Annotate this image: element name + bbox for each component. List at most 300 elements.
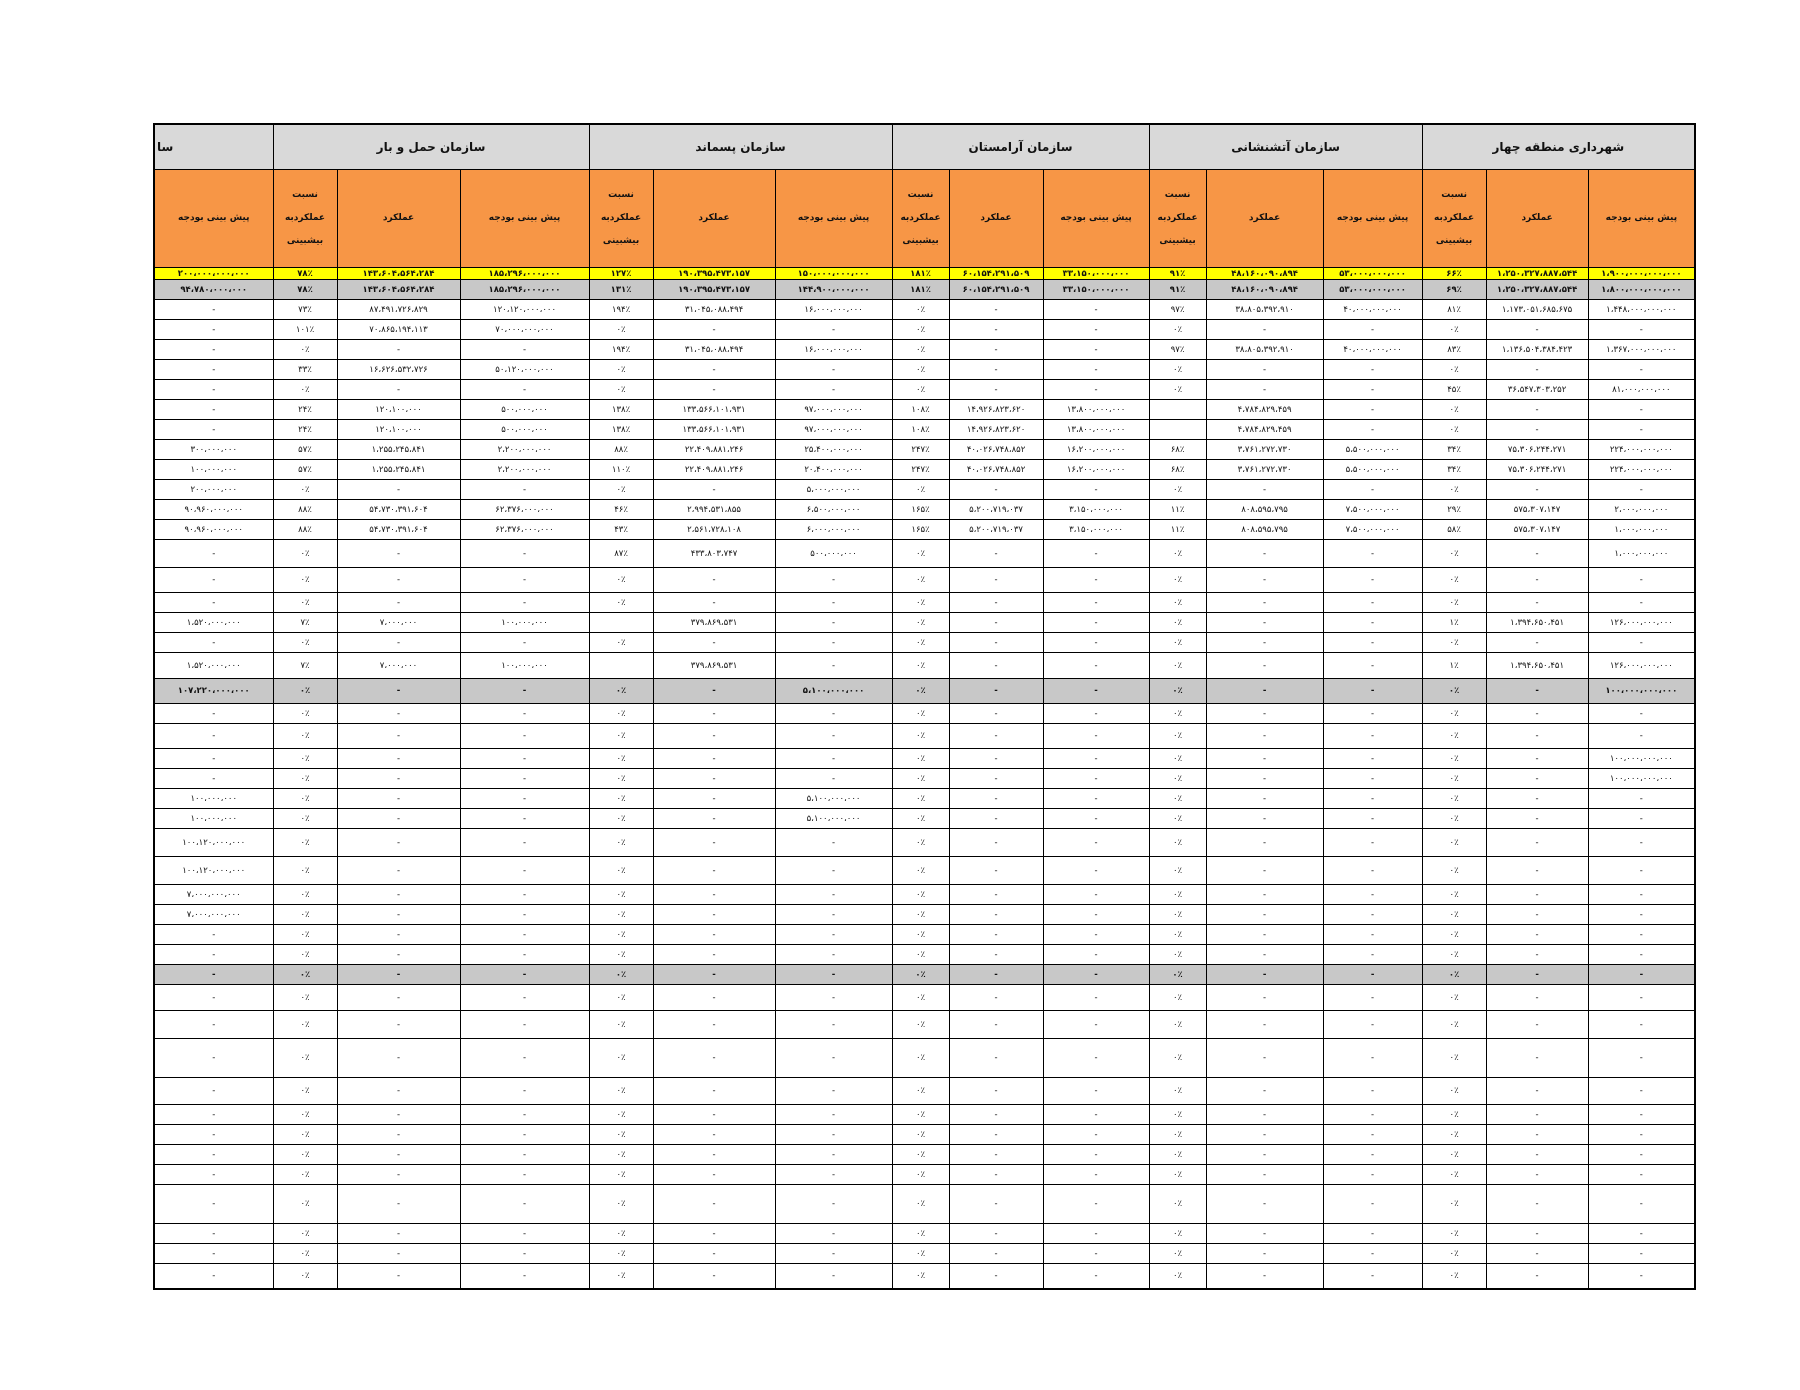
table-cell: - bbox=[653, 568, 775, 593]
table-cell: - bbox=[949, 340, 1043, 360]
table-cell: ۲۴٪ bbox=[273, 400, 337, 420]
table-row bbox=[154, 857, 1695, 885]
table-cell: - bbox=[775, 1264, 892, 1289]
table-cell: ۷۸٪ bbox=[273, 268, 337, 280]
table-cell: ۰٪ bbox=[892, 1125, 949, 1145]
table-cell: - bbox=[949, 1105, 1043, 1125]
table-cell: ۰٪ bbox=[273, 380, 337, 400]
table-cell: ۹۰،۹۶۰،۰۰۰،۰۰۰ bbox=[154, 520, 273, 540]
table-cell: ۹۴،۷۸۰،۰۰۰،۰۰۰ bbox=[154, 280, 273, 300]
table-row bbox=[154, 500, 1695, 520]
table-cell: - bbox=[775, 885, 892, 905]
table-cell: ۰٪ bbox=[1149, 540, 1206, 568]
table-cell: ۰٪ bbox=[589, 724, 653, 749]
table-cell: - bbox=[1043, 829, 1149, 857]
table-cell: - bbox=[1043, 1224, 1149, 1244]
table-cell: - bbox=[337, 1185, 460, 1224]
table-cell: - bbox=[154, 1125, 273, 1145]
table-cell: ۰٪ bbox=[273, 1244, 337, 1264]
table-cell: ۰٪ bbox=[892, 945, 949, 965]
table-cell: ۰٪ bbox=[1422, 1011, 1486, 1039]
table-cell: - bbox=[1206, 789, 1323, 809]
table-cell: - bbox=[1486, 704, 1588, 724]
table-cell: - bbox=[1588, 1011, 1695, 1039]
table-cell: ۰٪ bbox=[589, 1105, 653, 1125]
table-cell: - bbox=[460, 540, 589, 568]
table-cell: - bbox=[1043, 857, 1149, 885]
table-cell: ۷،۰۰۰،۰۰۰ bbox=[337, 613, 460, 633]
table-row bbox=[154, 945, 1695, 965]
table-row bbox=[154, 789, 1695, 809]
table-cell: ۰٪ bbox=[273, 1011, 337, 1039]
table-cell: - bbox=[337, 1105, 460, 1125]
table-cell: - bbox=[1486, 1224, 1588, 1244]
table-cell: - bbox=[1206, 704, 1323, 724]
table-cell: ۲۲۴،۰۰۰،۰۰۰،۰۰۰ bbox=[1588, 460, 1695, 480]
table-cell: - bbox=[1206, 1125, 1323, 1145]
table-cell: - bbox=[460, 1105, 589, 1125]
table-cell: ۱۰۰،۰۰۰،۰۰۰ bbox=[154, 809, 273, 829]
table-cell: ۲،۹۹۴،۵۳۱،۸۵۵ bbox=[653, 500, 775, 520]
table-cell: ۱،۵۲۰،۰۰۰،۰۰۰ bbox=[154, 613, 273, 633]
table-cell: ۱٪ bbox=[1422, 613, 1486, 633]
table-cell: ۳،۱۵۰،۰۰۰،۰۰۰ bbox=[1043, 500, 1149, 520]
table-cell: - bbox=[1486, 679, 1588, 704]
table-cell: ۸۸٪ bbox=[273, 520, 337, 540]
table-cell: - bbox=[460, 1125, 589, 1145]
table-cell: - bbox=[1323, 724, 1422, 749]
group-header-partial: سا bbox=[154, 124, 273, 170]
table-cell: - bbox=[460, 704, 589, 724]
table-cell: ۴۰،۰۰۰،۰۰۰،۰۰۰ bbox=[1323, 300, 1422, 320]
table-cell: - bbox=[1206, 1185, 1323, 1224]
table-cell: - bbox=[949, 300, 1043, 320]
table-cell: ۰٪ bbox=[892, 1224, 949, 1244]
table-cell: ۰٪ bbox=[1422, 1185, 1486, 1224]
table-cell: - bbox=[653, 809, 775, 829]
table-cell: ۰٪ bbox=[1149, 749, 1206, 769]
table-cell: - bbox=[1043, 1185, 1149, 1224]
table-cell: ۰٪ bbox=[589, 965, 653, 985]
table-cell: - bbox=[337, 704, 460, 724]
table-cell: - bbox=[1588, 1264, 1695, 1289]
table-cell: ۱۴،۹۲۶،۸۲۳،۶۲۰ bbox=[949, 400, 1043, 420]
table-cell: - bbox=[653, 925, 775, 945]
table-cell: ۰٪ bbox=[1149, 809, 1206, 829]
table-cell: - bbox=[337, 829, 460, 857]
table-cell: - bbox=[1043, 480, 1149, 500]
table-cell: ۰٪ bbox=[892, 380, 949, 400]
header-ratio: نسبت عملکردبه بیشبینی bbox=[892, 170, 949, 268]
table-cell: - bbox=[949, 704, 1043, 724]
table-cell: - bbox=[460, 885, 589, 905]
table-cell: - bbox=[949, 360, 1043, 380]
header-ratio: نسبت عملکردبه بیشبینی bbox=[589, 170, 653, 268]
table-cell: ۲،۵۶۱،۷۲۸،۱۰۸ bbox=[653, 520, 775, 540]
table-cell: ۰٪ bbox=[1422, 320, 1486, 340]
table-cell: - bbox=[1206, 1078, 1323, 1105]
table-cell: ۰٪ bbox=[589, 749, 653, 769]
table-cell: ۵۷۵،۳۰۷،۱۴۷ bbox=[1486, 500, 1588, 520]
table-cell: ۴۳۳،۸۰۳،۷۴۷ bbox=[653, 540, 775, 568]
table-cell: - bbox=[337, 945, 460, 965]
table-cell: - bbox=[1043, 945, 1149, 965]
table-cell: ۰٪ bbox=[1149, 320, 1206, 340]
table-cell: - bbox=[1043, 724, 1149, 749]
table-cell: ۷۸٪ bbox=[273, 280, 337, 300]
group-header-fire-department: سازمان آتشنشانی bbox=[1149, 124, 1422, 170]
table-cell: ۰٪ bbox=[589, 704, 653, 724]
table-cell: - bbox=[337, 633, 460, 653]
table-cell: ۰٪ bbox=[892, 613, 949, 633]
table-cell: ۱۸۱٪ bbox=[892, 268, 949, 280]
table-row bbox=[154, 320, 1695, 340]
table-cell: - bbox=[1043, 320, 1149, 340]
table-cell: - bbox=[653, 885, 775, 905]
table-cell: - bbox=[1486, 633, 1588, 653]
table-cell: - bbox=[154, 1244, 273, 1264]
table-cell: - bbox=[460, 1185, 589, 1224]
table-cell: ۰٪ bbox=[273, 829, 337, 857]
table-cell: - bbox=[775, 1145, 892, 1165]
table-cell: ۷۵،۳۰۶،۲۴۴،۲۷۱ bbox=[1486, 440, 1588, 460]
table-cell: ۵۸٪ bbox=[1422, 520, 1486, 540]
table-cell: - bbox=[1486, 829, 1588, 857]
table-cell: ۴۸،۱۶۰،۰۹۰،۸۹۴ bbox=[1206, 268, 1323, 280]
table-cell: - bbox=[337, 380, 460, 400]
table-cell: - bbox=[1588, 480, 1695, 500]
table-cell: ۰٪ bbox=[892, 480, 949, 500]
table-cell: - bbox=[154, 1105, 273, 1125]
table-cell: ۰٪ bbox=[1422, 905, 1486, 925]
table-cell: ۴،۷۸۴،۸۲۹،۴۵۹ bbox=[1206, 420, 1323, 440]
table-cell: ۰٪ bbox=[273, 809, 337, 829]
table-cell: - bbox=[1043, 1165, 1149, 1185]
table-cell: ۰٪ bbox=[1149, 1078, 1206, 1105]
table-cell: ۹۷،۰۰۰،۰۰۰،۰۰۰ bbox=[775, 420, 892, 440]
table-cell: ۸۱،۰۰۰،۰۰۰،۰۰۰ bbox=[1588, 380, 1695, 400]
table-cell: ۷،۵۰۰،۰۰۰،۰۰۰ bbox=[1323, 500, 1422, 520]
table-cell: ۱۰۰،۰۰۰،۰۰۰،۰۰۰ bbox=[1588, 769, 1695, 789]
table-cell: ۳،۱۵۰،۰۰۰،۰۰۰ bbox=[1043, 520, 1149, 540]
table-cell: ۱۹۰،۳۹۵،۴۷۳،۱۵۷ bbox=[653, 280, 775, 300]
table-cell: ۰٪ bbox=[1149, 679, 1206, 704]
table-row bbox=[154, 300, 1695, 320]
table-cell: - bbox=[460, 905, 589, 925]
table-cell: - bbox=[1323, 1105, 1422, 1125]
table-cell: ۰٪ bbox=[589, 568, 653, 593]
table-cell: ۲،۲۰۰،۰۰۰،۰۰۰ bbox=[460, 460, 589, 480]
table-cell: - bbox=[337, 540, 460, 568]
table-cell: - bbox=[154, 925, 273, 945]
table-cell: ۹۷،۰۰۰،۰۰۰،۰۰۰ bbox=[775, 400, 892, 420]
table-cell: ۷،۰۰۰،۰۰۰،۰۰۰ bbox=[154, 905, 273, 925]
table-cell: ۶۰،۱۵۴،۲۹۱،۵۰۹ bbox=[949, 280, 1043, 300]
table-cell: - bbox=[949, 1125, 1043, 1145]
header-forecast: پیش بینی بودجه bbox=[460, 170, 589, 268]
table-cell bbox=[1149, 400, 1206, 420]
table-row bbox=[154, 749, 1695, 769]
table-cell: ۱۶،۰۰۰،۰۰۰،۰۰۰ bbox=[775, 340, 892, 360]
table-cell: - bbox=[1588, 965, 1695, 985]
table-cell: ۱۰۰،۱۲۰،۰۰۰،۰۰۰ bbox=[154, 857, 273, 885]
header-ratio: نسبت عملکردبه بیشبینی bbox=[273, 170, 337, 268]
table-row bbox=[154, 268, 1695, 280]
table-cell: - bbox=[1043, 905, 1149, 925]
table-cell: ۰٪ bbox=[1149, 1185, 1206, 1224]
table-cell: - bbox=[1323, 1011, 1422, 1039]
table-cell: - bbox=[1206, 1264, 1323, 1289]
table-row bbox=[154, 1011, 1695, 1039]
header-forecast: پیش بینی بودجه bbox=[1588, 170, 1695, 268]
table-cell: ۰٪ bbox=[892, 340, 949, 360]
table-cell: ۰٪ bbox=[892, 985, 949, 1011]
table-cell: - bbox=[775, 945, 892, 965]
table-cell: ۰٪ bbox=[892, 885, 949, 905]
table-cell: - bbox=[1323, 400, 1422, 420]
table-cell: ۰٪ bbox=[892, 679, 949, 704]
table-cell: - bbox=[1043, 653, 1149, 679]
table-cell: ۰٪ bbox=[892, 568, 949, 593]
table-cell: ۰٪ bbox=[273, 1185, 337, 1224]
table-cell: ۰٪ bbox=[1149, 1039, 1206, 1078]
table-cell: - bbox=[337, 1244, 460, 1264]
table-cell: - bbox=[1486, 1105, 1588, 1125]
table-row bbox=[154, 460, 1695, 480]
table-cell: ۰٪ bbox=[1422, 965, 1486, 985]
table-cell: ۰٪ bbox=[589, 885, 653, 905]
table-cell: ۵۰۰،۰۰۰،۰۰۰ bbox=[460, 420, 589, 440]
table-cell: - bbox=[1323, 1224, 1422, 1244]
table-cell: ۸۰۸،۵۹۵،۷۹۵ bbox=[1206, 500, 1323, 520]
table-cell: - bbox=[949, 1244, 1043, 1264]
table-cell: ۳۴٪ bbox=[1422, 440, 1486, 460]
table-cell: ۰٪ bbox=[1149, 965, 1206, 985]
table-cell: - bbox=[653, 360, 775, 380]
table-cell: - bbox=[1323, 985, 1422, 1011]
table-cell: - bbox=[949, 568, 1043, 593]
table-cell: - bbox=[1043, 1039, 1149, 1078]
table-cell: - bbox=[949, 1264, 1043, 1289]
table-cell: ۰٪ bbox=[589, 829, 653, 857]
table-cell: - bbox=[949, 1011, 1043, 1039]
table-cell: - bbox=[1043, 789, 1149, 809]
table-cell: ۰٪ bbox=[589, 1011, 653, 1039]
table-cell: ۰٪ bbox=[1149, 769, 1206, 789]
table-cell: ۰٪ bbox=[273, 965, 337, 985]
table-cell: ۰٪ bbox=[1422, 1078, 1486, 1105]
table-cell: - bbox=[154, 380, 273, 400]
table-cell: - bbox=[775, 857, 892, 885]
table-cell: - bbox=[1323, 1244, 1422, 1264]
table-cell: ۱۰۰،۱۲۰،۰۰۰،۰۰۰ bbox=[154, 829, 273, 857]
table-cell: - bbox=[949, 679, 1043, 704]
table-cell: - bbox=[1323, 885, 1422, 905]
table-cell: - bbox=[653, 320, 775, 340]
table-cell: ۱۲۶،۰۰۰،۰۰۰،۰۰۰ bbox=[1588, 613, 1695, 633]
table-cell: - bbox=[775, 1011, 892, 1039]
table-cell: ۰٪ bbox=[1422, 945, 1486, 965]
table-cell: ۰٪ bbox=[892, 704, 949, 724]
table-body bbox=[154, 268, 1695, 1289]
table-cell: ۰٪ bbox=[1422, 985, 1486, 1011]
table-cell: - bbox=[1588, 905, 1695, 925]
table-cell: ۰٪ bbox=[589, 1039, 653, 1078]
table-cell: ۰٪ bbox=[892, 925, 949, 945]
table-cell: - bbox=[1323, 360, 1422, 380]
table-cell: ۸۷٪ bbox=[589, 540, 653, 568]
table-cell: - bbox=[949, 1078, 1043, 1105]
table-cell: - bbox=[1043, 613, 1149, 633]
table-cell: - bbox=[775, 985, 892, 1011]
table-cell: ۰٪ bbox=[589, 1125, 653, 1145]
table-row bbox=[154, 905, 1695, 925]
table-cell: - bbox=[1588, 1224, 1695, 1244]
table-row bbox=[154, 1264, 1695, 1289]
table-cell: ۷٪ bbox=[273, 613, 337, 633]
table-cell: - bbox=[1588, 885, 1695, 905]
table-cell: - bbox=[949, 480, 1043, 500]
table-cell: - bbox=[460, 1011, 589, 1039]
table-cell: - bbox=[460, 568, 589, 593]
table-cell: - bbox=[653, 789, 775, 809]
table-cell: - bbox=[1323, 809, 1422, 829]
table-cell: ۱،۳۹۴،۶۵۰،۴۵۱ bbox=[1486, 653, 1588, 679]
table-cell: - bbox=[653, 1039, 775, 1078]
table-cell: - bbox=[653, 1224, 775, 1244]
table-cell: ۰٪ bbox=[589, 320, 653, 340]
table-cell: ۵،۵۰۰،۰۰۰،۰۰۰ bbox=[1323, 460, 1422, 480]
table-cell: - bbox=[949, 320, 1043, 340]
table-row bbox=[154, 280, 1695, 300]
table-cell: ۰٪ bbox=[1422, 540, 1486, 568]
table-cell: - bbox=[1588, 945, 1695, 965]
table-cell: - bbox=[949, 789, 1043, 809]
table-cell: - bbox=[1206, 945, 1323, 965]
table-cell: - bbox=[653, 1125, 775, 1145]
table-cell: - bbox=[1323, 945, 1422, 965]
table-cell: ۱۰۰،۰۰۰،۰۰۰ bbox=[460, 653, 589, 679]
table-cell: ۰٪ bbox=[589, 1224, 653, 1244]
group-header-transport: سازمان حمل و بار bbox=[273, 124, 589, 170]
table-cell: - bbox=[653, 965, 775, 985]
table-cell: ۱۳۳،۵۶۶،۱۰۱،۹۳۱ bbox=[653, 400, 775, 420]
table-cell: ۰٪ bbox=[589, 360, 653, 380]
table-cell: - bbox=[337, 1224, 460, 1244]
table-cell: ۱۴۴،۹۰۰،۰۰۰،۰۰۰ bbox=[775, 280, 892, 300]
table-cell: ۱،۳۹۴،۶۵۰،۴۵۱ bbox=[1486, 613, 1588, 633]
table-cell: ۵۷٪ bbox=[273, 460, 337, 480]
table-cell: - bbox=[653, 1244, 775, 1264]
table-cell: ۰٪ bbox=[1149, 1264, 1206, 1289]
table-cell: - bbox=[154, 320, 273, 340]
table-cell: - bbox=[1206, 1165, 1323, 1185]
table-cell: - bbox=[1043, 300, 1149, 320]
table-cell: ۰٪ bbox=[1149, 704, 1206, 724]
table-cell: - bbox=[1206, 679, 1323, 704]
table-cell: ۲۲۴،۰۰۰،۰۰۰،۰۰۰ bbox=[1588, 440, 1695, 460]
table-cell: - bbox=[337, 809, 460, 829]
table-cell: - bbox=[154, 593, 273, 613]
table-cell: - bbox=[1206, 1011, 1323, 1039]
table-cell: ۱۴،۹۲۶،۸۲۳،۶۲۰ bbox=[949, 420, 1043, 440]
table-cell: - bbox=[1486, 360, 1588, 380]
table-cell: ۹۰،۹۶۰،۰۰۰،۰۰۰ bbox=[154, 500, 273, 520]
table-cell: - bbox=[949, 749, 1043, 769]
table-row bbox=[154, 653, 1695, 679]
table-cell: - bbox=[154, 769, 273, 789]
table-cell: - bbox=[1043, 965, 1149, 985]
table-cell: ۱۳،۸۰۰،۰۰۰،۰۰۰ bbox=[1043, 420, 1149, 440]
table-cell: ۱۳۱٪ bbox=[589, 280, 653, 300]
table-cell: ۱۶،۰۰۰،۰۰۰،۰۰۰ bbox=[775, 300, 892, 320]
table-cell: ۳۴٪ bbox=[1422, 460, 1486, 480]
table-cell: - bbox=[1486, 1011, 1588, 1039]
table-cell: - bbox=[460, 480, 589, 500]
table-cell: ۶،۰۰۰،۰۰۰،۰۰۰ bbox=[775, 520, 892, 540]
table-cell: - bbox=[775, 613, 892, 633]
table-cell: - bbox=[1588, 829, 1695, 857]
table-cell: ۱،۲۵۵،۲۴۵،۸۴۱ bbox=[337, 440, 460, 460]
table-cell: ۲۴۷٪ bbox=[892, 440, 949, 460]
table-cell: - bbox=[1588, 1165, 1695, 1185]
table-cell: ۰٪ bbox=[892, 653, 949, 679]
table-cell: ۰٪ bbox=[589, 633, 653, 653]
table-cell: ۰٪ bbox=[273, 704, 337, 724]
table-cell: ۷،۰۰۰،۰۰۰،۰۰۰ bbox=[154, 885, 273, 905]
table-cell: - bbox=[1206, 905, 1323, 925]
table-cell: - bbox=[1043, 925, 1149, 945]
table-cell: ۰٪ bbox=[589, 789, 653, 809]
table-cell: - bbox=[653, 769, 775, 789]
table-cell: ۰٪ bbox=[589, 945, 653, 965]
header-forecast: پیش بینی بودجه bbox=[1323, 170, 1422, 268]
table-cell: ۹۷٪ bbox=[1149, 300, 1206, 320]
table-cell: - bbox=[1588, 1125, 1695, 1145]
table-cell: ۴۰،۰۲۶،۷۴۸،۸۵۲ bbox=[949, 440, 1043, 460]
table-cell: - bbox=[653, 857, 775, 885]
table-cell: - bbox=[1323, 749, 1422, 769]
table-cell: - bbox=[949, 985, 1043, 1011]
group-header-row bbox=[154, 124, 1695, 170]
table-cell: - bbox=[949, 925, 1043, 945]
table-cell: ۰٪ bbox=[1149, 653, 1206, 679]
table-cell: ۰٪ bbox=[1422, 360, 1486, 380]
table-cell: ۱۹۰،۳۹۵،۴۷۳،۱۵۷ bbox=[653, 268, 775, 280]
table-cell: ۱۳۳،۵۶۶،۱۰۱،۹۳۱ bbox=[653, 420, 775, 440]
table-cell: - bbox=[1588, 593, 1695, 613]
table-cell: ۰٪ bbox=[589, 1244, 653, 1264]
table-cell: ۱۲۰،۱۰۰،۰۰۰ bbox=[337, 400, 460, 420]
header-performance: عملکرد bbox=[1206, 170, 1323, 268]
table-cell: ۰٪ bbox=[273, 540, 337, 568]
table-cell: - bbox=[1486, 1185, 1588, 1224]
table-cell: - bbox=[1486, 568, 1588, 593]
table-cell: ۱۱۰٪ bbox=[589, 460, 653, 480]
table-cell: ۰٪ bbox=[589, 593, 653, 613]
table-cell: - bbox=[1323, 965, 1422, 985]
table-cell: - bbox=[949, 724, 1043, 749]
table-cell: ۶۹٪ bbox=[1422, 280, 1486, 300]
table-cell: ۵،۲۰۰،۷۱۹،۰۳۷ bbox=[949, 520, 1043, 540]
table-cell: ۴۵٪ bbox=[1422, 380, 1486, 400]
table-cell: - bbox=[460, 945, 589, 965]
header-forecast: پیش بینی بودجه bbox=[154, 170, 273, 268]
table-cell: ۵،۱۰۰،۰۰۰،۰۰۰ bbox=[775, 809, 892, 829]
table-cell: - bbox=[460, 965, 589, 985]
table-cell: ۰٪ bbox=[1149, 1244, 1206, 1264]
table-cell: ۱۶۵٪ bbox=[892, 520, 949, 540]
